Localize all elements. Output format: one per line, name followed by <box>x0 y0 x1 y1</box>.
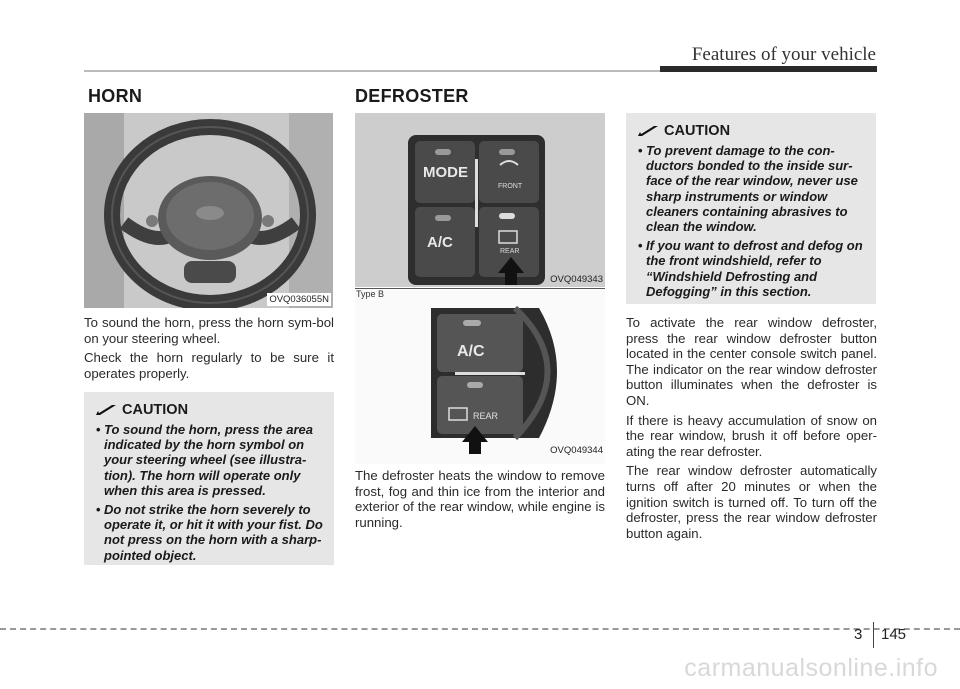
type-b-switch-panel-illustration <box>355 290 605 464</box>
horn-caution-list <box>92 422 324 563</box>
caution-pencil-icon <box>96 404 116 416</box>
horn-figure-code: OVQ036055N <box>269 294 329 305</box>
rear-defroster-paragraph-1: To activate the rear window defroster, press the rear window defroster button located in the center console switch panel. The indicator on the rear window defroster button illuminates when the defroster is ON. <box>626 315 877 408</box>
defroster-section-title: DEFROSTER <box>355 86 469 106</box>
type-a-ac-label: A/C <box>427 234 453 251</box>
horn-caution-item-2: • Do not strike the horn severely to operate it, or hit it with your fist. Do not press on the horn with a sharp-pointed object. <box>92 502 324 563</box>
rear-defroster-body-text <box>626 315 877 545</box>
horn-body-text <box>84 315 334 385</box>
rear-defroster-caution-item-2: • If you want to defrost and defog on the front windshield, refer to “Windshield Defrosting and Defogging” in this section. <box>634 238 866 299</box>
horn-paragraph-2: Check the horn regularly to be sure it operates properly. <box>84 350 334 381</box>
chapter-number: 3 <box>854 626 863 643</box>
type-a-photo <box>355 113 605 287</box>
page-header-title: Features of your vehicle <box>691 44 876 65</box>
horn-paragraph-1: To sound the horn, press the horn sym-bol on your steering wheel. <box>84 315 334 346</box>
type-a-figure-code: OVQ049343 <box>550 274 603 285</box>
type-a-switch-panel-illustration <box>355 113 605 287</box>
steering-wheel-illustration <box>84 113 333 308</box>
steering-wheel-photo <box>84 113 333 308</box>
rear-defroster-caution-box <box>626 113 876 304</box>
rear-defroster-caution-title: CAUTION <box>664 123 731 139</box>
defroster-paragraph: The defroster heats the window to remove frost, fog and thin ice from the interior and exterior of the rear window, while engine is running. <box>355 468 605 530</box>
rear-defroster-caution-list <box>634 143 866 299</box>
type-b-ac-label: A/C <box>457 343 485 360</box>
rear-defroster-paragraph-3: The rear window defroster automatically turns off after 20 minutes or when the ignition switch is turned off. To turn off the defroster, press the rear window defroster button again. <box>626 463 877 541</box>
type-b-photo <box>355 290 605 464</box>
figure-divider <box>355 288 605 289</box>
horn-caution-heading <box>92 402 324 418</box>
type-b-figure-code: OVQ049344 <box>550 445 603 456</box>
page-number-divider <box>873 622 874 648</box>
caution-pencil-icon <box>638 125 658 137</box>
type-a-mode-label: MODE <box>423 164 468 181</box>
header-accent-bar <box>660 66 877 72</box>
type-a-rear-label: REAR <box>500 248 520 255</box>
rear-defroster-paragraph-2: If there is heavy accumulation of snow on the rear window, brush it off before oper-ating the rear defroster. <box>626 412 877 459</box>
type-b-rear-label: REAR <box>473 411 499 421</box>
rear-defroster-caution-item-1: • To prevent damage to the con-ductors bonded to the inside sur-face of the rear window, never use sharp instruments or window cleaners containing abrasives to clean the window. <box>634 143 866 234</box>
defroster-body-text <box>355 468 605 534</box>
watermark: carmanualsonline.info <box>684 654 938 682</box>
horn-section-title: HORN <box>88 86 143 106</box>
horn-caution-item-1: • To sound the horn, press the area indicated by the horn symbol on your steering wheel (see illustra-tion). The horn will operate only when this area is pressed. <box>92 422 324 498</box>
type-a-front-label: FRONT <box>498 183 523 190</box>
page-number: 145 <box>881 626 907 643</box>
type-b-label: Type B <box>356 290 385 299</box>
horn-caution-box <box>84 392 334 565</box>
rear-defroster-caution-heading <box>634 123 866 139</box>
horn-caution-title: CAUTION <box>122 402 189 418</box>
footer-dashed-line <box>0 628 960 630</box>
